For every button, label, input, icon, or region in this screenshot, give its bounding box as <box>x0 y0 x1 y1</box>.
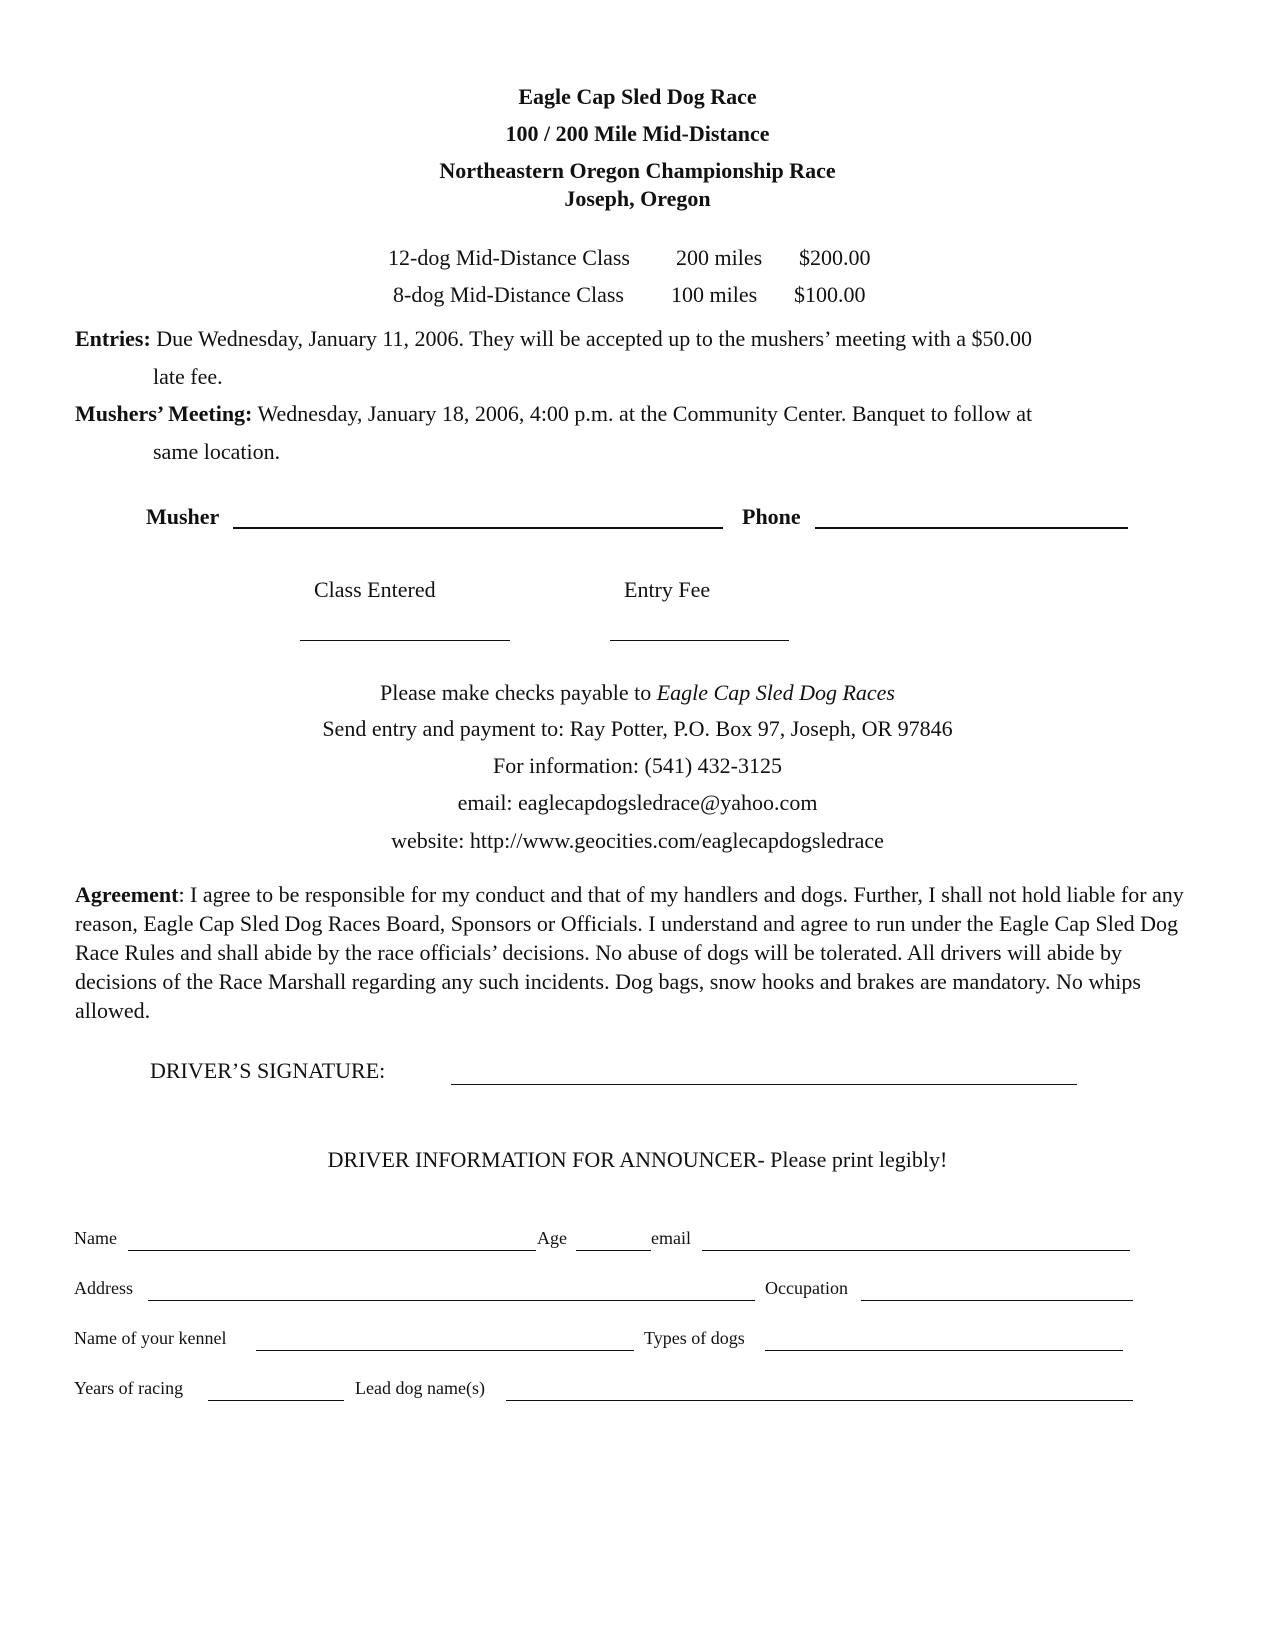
dog-types-label: Types of dogs <box>644 1328 745 1348</box>
class-fee: $100.00 <box>794 282 866 307</box>
name-label: Name <box>74 1228 117 1248</box>
checks-payee: Eagle Cap Sled Dog Races <box>656 680 895 705</box>
signature-field[interactable] <box>451 1084 1077 1085</box>
class-distance: 100 miles <box>671 282 758 307</box>
agreement-label: Agreement <box>75 882 179 907</box>
age-label: Age <box>537 1228 567 1248</box>
name-field[interactable] <box>128 1250 536 1251</box>
musher-label: Musher <box>146 504 220 529</box>
meeting-text-cont: same location. <box>153 439 281 464</box>
announcer-heading: DRIVER INFORMATION FOR ANNOUNCER- Please print legibly! <box>327 1147 948 1172</box>
phone-field[interactable] <box>815 527 1128 529</box>
info-phone: For information: (541) 432-3125 <box>492 753 783 778</box>
entries-text: Due Wednesday, January 11, 2006. They will be accepted up to the mushers’ meeting with a $50.00 <box>150 326 1033 351</box>
class-name: 8-dog Mid-Distance Class <box>393 282 624 307</box>
kennel-field[interactable] <box>256 1350 634 1351</box>
meeting-label: Mushers’ Meeting: <box>75 401 253 426</box>
checks-payable <box>0 680 1275 706</box>
class-entered-field[interactable] <box>300 640 510 641</box>
occupation-field[interactable] <box>861 1300 1133 1301</box>
info-email[interactable]: email: eaglecapdogsledrace@yahoo.com <box>457 790 818 815</box>
class-entered-label: Class Entered <box>314 577 436 602</box>
race-location: Joseph, Oregon <box>564 186 711 211</box>
entries-paragraph <box>75 320 1205 396</box>
class-name: 12-dog Mid-Distance Class <box>388 245 630 270</box>
meeting-paragraph <box>75 395 1205 471</box>
kennel-label: Name of your kennel <box>74 1328 227 1348</box>
address-field[interactable] <box>148 1300 755 1301</box>
championship-title: Northeastern Oregon Championship Race <box>439 158 836 183</box>
entry-fee-field[interactable] <box>610 640 789 641</box>
send-entry: Send entry and payment to: Ray Potter, P.O. Box 97, Joseph, OR 97846 <box>322 716 953 741</box>
age-field[interactable] <box>576 1250 651 1251</box>
class-row <box>393 282 624 308</box>
occupation-label: Occupation <box>765 1278 848 1298</box>
checks-prefix: Please make checks payable to <box>379 680 657 705</box>
years-label: Years of racing <box>74 1378 184 1398</box>
address-label: Address <box>74 1278 133 1298</box>
meeting-text: Wednesday, January 18, 2006, 4:00 p.m. at the Community Center. Banquet to follow at <box>252 401 1033 426</box>
lead-dogs-field[interactable] <box>506 1400 1133 1401</box>
years-field[interactable] <box>208 1400 344 1401</box>
lead-dogs-label: Lead dog name(s) <box>355 1378 485 1398</box>
entries-text-cont: late fee. <box>153 364 223 389</box>
class-distance: 200 miles <box>676 245 763 270</box>
race-subtitle: 100 / 200 Mile Mid-Distance <box>505 121 770 146</box>
agreement-text: : I agree to be responsible for my conduct and that of my handlers and dogs. Further, I shall not hold liable for any reason, Eagle Cap Sled Dog Races Board, Sponsors or Officials. I understand and agree to run under the Eagle Cap Sled Dog Race Rules and shall abide by the race officials’ decisions. No abuse of dogs will be tolerated. All drivers will abide by decisions of the Race Marshall regarding any such incidents. Dog bags, snow hooks and brakes are mandatory. No whips allowed. <box>75 882 1184 1023</box>
email-field[interactable] <box>702 1250 1130 1251</box>
class-fee: $200.00 <box>799 245 871 270</box>
signature-label: DRIVER’S SIGNATURE: <box>150 1058 386 1083</box>
race-title: Eagle Cap Sled Dog Race <box>518 84 757 109</box>
dog-types-field[interactable] <box>765 1350 1123 1351</box>
class-row <box>388 245 630 271</box>
agreement-paragraph <box>75 880 1205 1025</box>
phone-label: Phone <box>742 504 801 529</box>
email-label: email <box>651 1228 691 1248</box>
entries-label: Entries: <box>75 326 151 351</box>
musher-field[interactable] <box>233 527 723 529</box>
info-website[interactable]: website: http://www.geocities.com/eaglecapdogsledrace <box>391 828 884 853</box>
entry-fee-label: Entry Fee <box>624 577 711 602</box>
